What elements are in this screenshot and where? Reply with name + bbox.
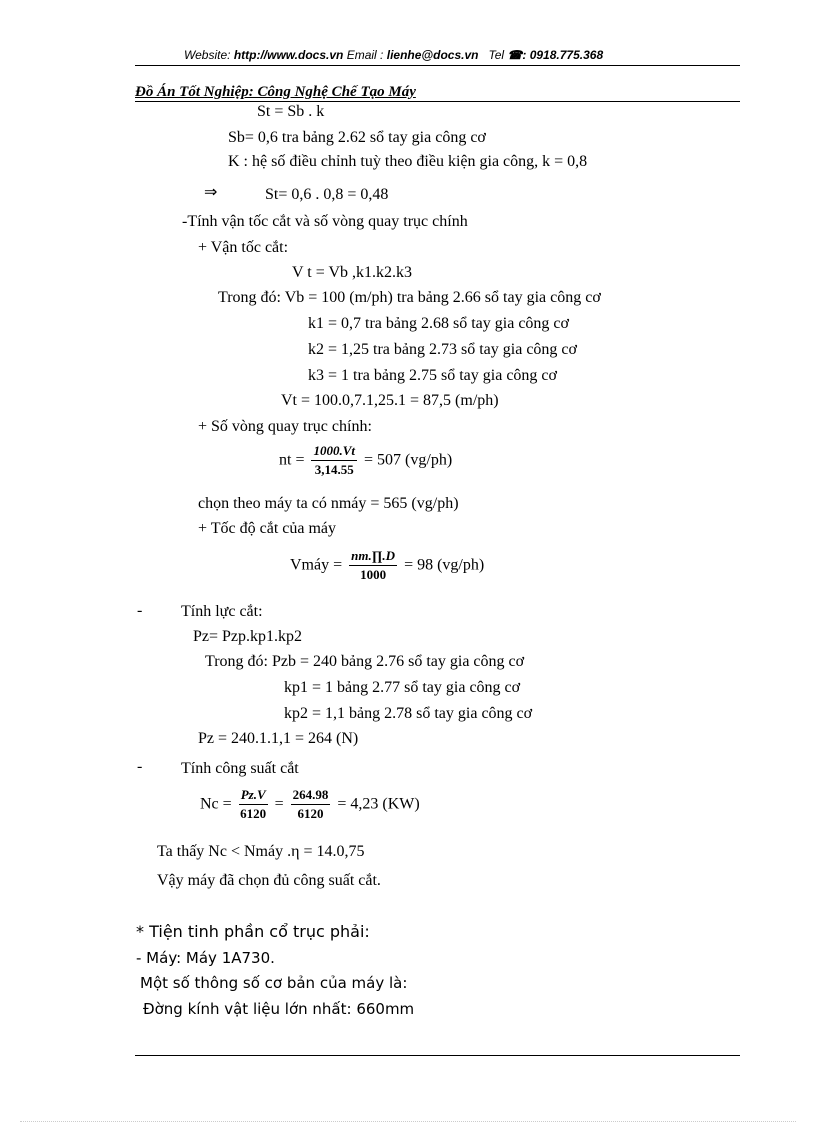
v-formula: V t = Vb ,k1.k2.k3: [292, 264, 412, 281]
pz-value: Pz = 240.1.1,1 = 264 (N): [198, 730, 359, 747]
nc-fraction-1: [239, 787, 268, 822]
nc-denominator-1: 6120: [240, 806, 267, 821]
may-line: - Máy: Máy 1A730.: [136, 949, 275, 967]
tel-number: : 0918.775.368: [522, 48, 604, 62]
vmay-lhs: Vmáy =: [290, 556, 343, 574]
van-toc-cat-label: + Vận tốc cắt:: [198, 239, 289, 256]
bullet-dash-2: -: [137, 758, 143, 775]
section-luc-cat: Tính lực cắt:: [181, 603, 263, 620]
vay-may-line: Vậy máy đã chọn đủ công suất cắt.: [157, 872, 381, 889]
nc-lhs: Nc =: [200, 795, 232, 813]
vmay-denominator: 1000: [360, 567, 387, 582]
website-url[interactable]: http://www.docs.vn: [233, 48, 344, 62]
chon-may-line: chọn theo máy ta có nmáy = 565 (vg/ph): [198, 495, 459, 512]
duong-kinh-line: Đờng kính vật liệu lớn nhất: 660mm: [143, 1000, 415, 1018]
section-cong-suat: Tính công suất cắt: [181, 760, 299, 777]
nt-lhs: nt =: [279, 451, 305, 469]
header-rule: [135, 65, 740, 66]
nc-fraction-2: [291, 787, 331, 822]
nc-numerator-1: Pz.V: [239, 787, 268, 805]
title-rule: [135, 101, 740, 102]
email-label: Email :: [346, 48, 384, 62]
nt-equation: [279, 443, 452, 478]
footer-rule: [135, 1055, 740, 1056]
bullet-dash-1: -: [137, 602, 143, 619]
nt-denominator: 3,14.55: [314, 462, 354, 477]
k-line: K : hệ số điều chỉnh tuỳ theo điều kiện gia công, k = 0,8: [228, 153, 588, 170]
vmay-equation: [290, 548, 484, 583]
section-van-toc: -Tính vận tốc cắt và số vòng quay trục chính: [182, 213, 468, 230]
tien-tinh-heading: * Tiện tinh phần cổ trục phải:: [136, 922, 370, 941]
page-header: [184, 48, 603, 62]
mot-so-line: Một số thông số cơ bản của máy là:: [140, 974, 408, 992]
st-value: St= 0,6 . 0,8 = 0,48: [265, 186, 389, 203]
k3-line: k3 = 1 tra bảng 2.75 sổ tay gia công cơ: [308, 367, 557, 384]
email-address[interactable]: lienhe@docs.vn: [386, 48, 479, 62]
sb-line: Sb= 0,6 tra bảng 2.62 sổ tay gia công cơ: [228, 129, 486, 146]
vmay-rhs: = 98 (vg/ph): [404, 556, 485, 574]
nc-rhs: = 4,23 (KW): [337, 795, 420, 813]
kp2-line: kp2 = 1,1 bảng 2.78 sổ tay gia công cơ: [284, 705, 533, 722]
nc-numerator-2: 264.98: [291, 787, 331, 805]
st-formula: St = Sb . k: [257, 103, 325, 120]
nc-equation: [200, 787, 420, 822]
toc-do-cat-label: + Tốc độ cắt của máy: [198, 520, 337, 537]
so-vong-quay-label: + Số vòng quay trục chính:: [198, 418, 372, 435]
tel-label: Tel: [488, 48, 505, 62]
pzb-line: Trong đó: Pzb = 240 bảng 2.76 sổ tay gia công cơ: [205, 653, 525, 670]
vt-value: Vt = 100.0,7.1,25.1 = 87,5 (m/ph): [281, 392, 499, 409]
page-edge-dots: [20, 1121, 796, 1122]
k2-line: k2 = 1,25 tra bảng 2.73 sổ tay gia công cơ: [308, 341, 577, 358]
vmay-fraction: [349, 548, 397, 583]
pz-formula: Pz= Pzp.kp1.kp2: [193, 628, 303, 645]
ta-thay-line: Ta thấy Nc < Nmáy .η = 14.0,75: [157, 843, 365, 860]
vmay-numerator: nm.∏.D: [349, 548, 397, 566]
document-title: Đồ Án Tốt Nghiệp: Công Nghệ Chế Tạo Máy: [135, 84, 416, 100]
nt-rhs: = 507 (vg/ph): [364, 451, 453, 469]
website-label: Website:: [184, 48, 231, 62]
kp1-line: kp1 = 1 bảng 2.77 sổ tay gia công cơ: [284, 679, 521, 696]
nt-fraction: [311, 443, 357, 478]
nc-denominator-2: 6120: [297, 806, 324, 821]
k1-line: k1 = 0,7 tra bảng 2.68 sổ tay gia công cơ: [308, 315, 569, 332]
implies-symbol: ⇒: [204, 184, 218, 201]
vb-line: Trong đó: Vb = 100 (m/ph) tra bảng 2.66 sổ tay gia công cơ: [218, 289, 601, 306]
nt-numerator: 1000.Vt: [311, 443, 357, 461]
nc-equals: =: [274, 795, 284, 813]
phone-icon: ☎: [507, 48, 523, 62]
